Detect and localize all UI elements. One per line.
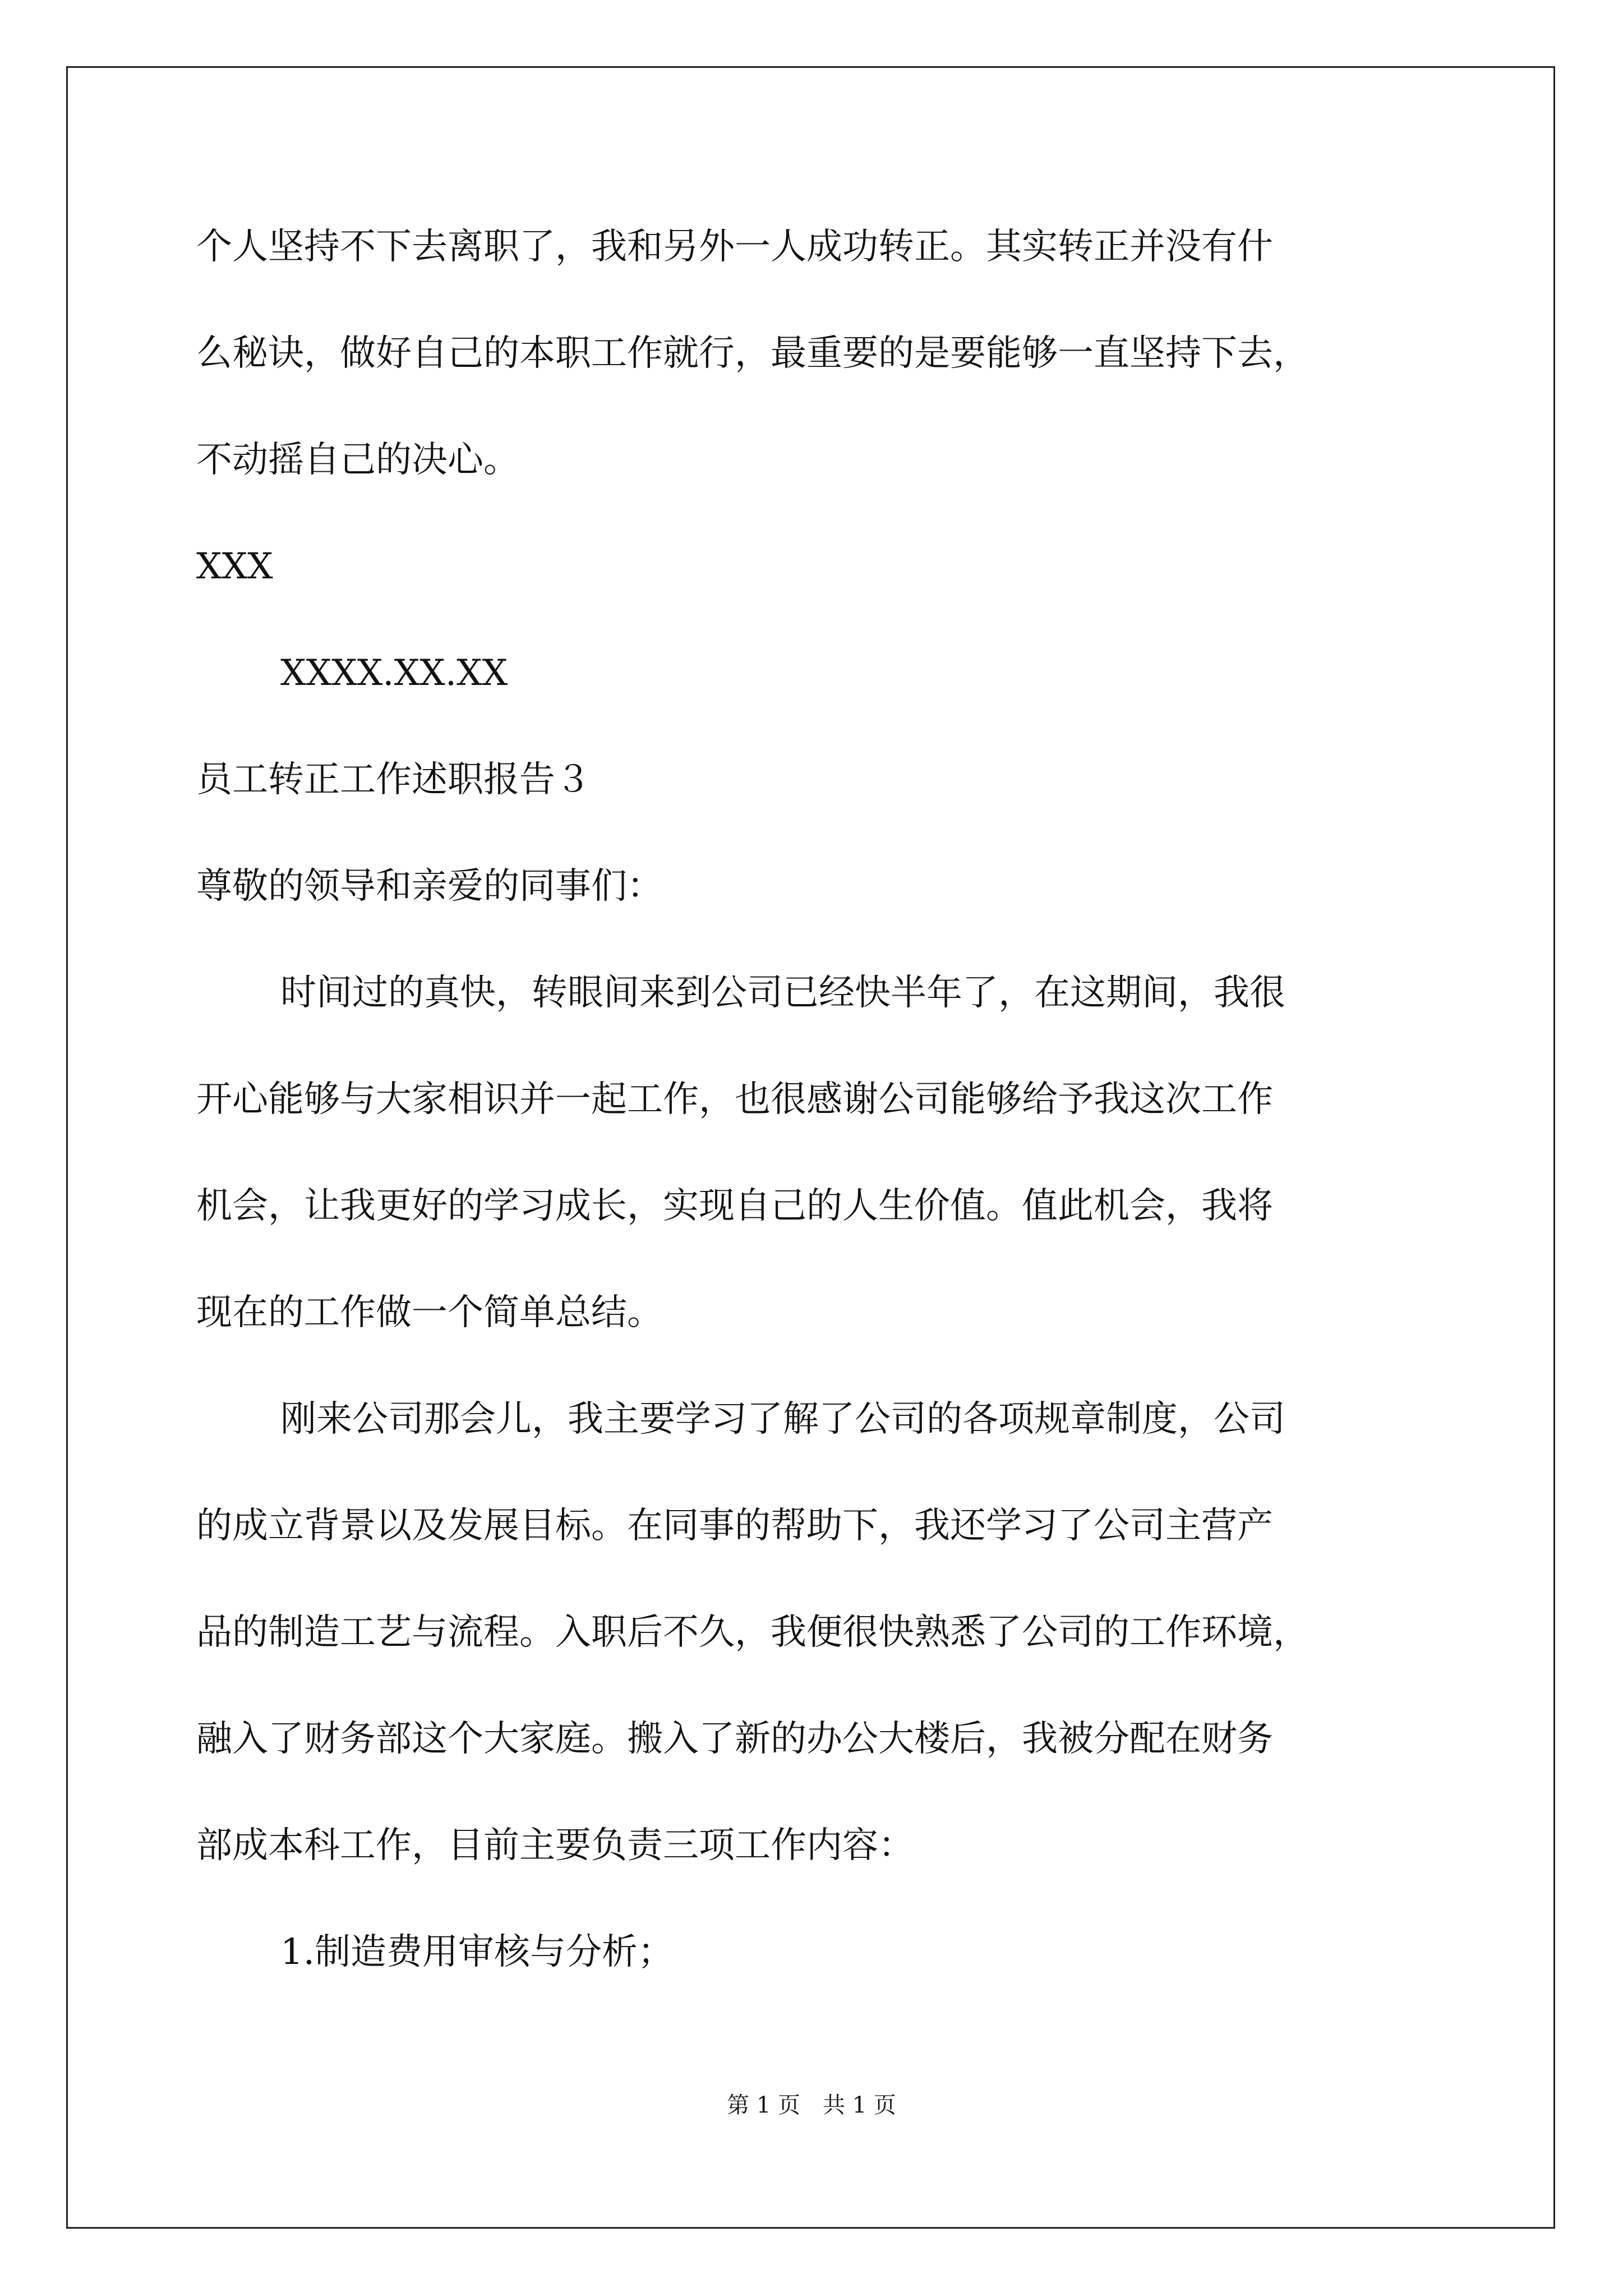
page-border [66, 66, 1555, 2229]
text-line-10: 机会，让我更好的学习成长，实现自己的人生价值。值此机会，我将 [196, 1185, 1273, 1227]
page-footer: 第 1 页 共 1 页 [727, 2092, 896, 2118]
text-line-11: 现在的工作做一个简单总结。 [196, 1292, 663, 1333]
text-line-14: 品的制造工艺与流程。入职后不久，我便很快熟悉了公司的工作环境， [196, 1612, 1309, 1653]
text-line-16: 部成本科工作，目前主要负责三项工作内容： [196, 1825, 914, 1866]
text-line-2: 么秘诀，做好自己的本职工作就行，最重要的是要能够一直坚持下去， [196, 333, 1309, 374]
text-line-1: 个人坚持不下去离职了，我和另外一人成功转正。其实转正并没有什 [196, 226, 1273, 268]
list-item-1: 1.制造费用审核与分析； [280, 1931, 674, 1973]
text-line-8: 时间过的真快，转眼间来到公司已经快半年了，在这期间，我很 [280, 972, 1285, 1014]
text-line-15: 融入了财务部这个大家庭。搬入了新的办公大楼后，我被分配在财务 [196, 1718, 1273, 1760]
text-line-9: 开心能够与大家相识并一起工作，也很感谢公司能够给予我这次工作 [196, 1079, 1273, 1120]
text-line-13: 的成立背景以及发展目标。在同事的帮助下，我还学习了公司主营产 [196, 1505, 1273, 1547]
signature-name: XXX [196, 546, 273, 587]
signature-date: XXXX.XX.XX [280, 652, 508, 694]
section-heading: 员工转正工作述职报告３ [196, 759, 591, 800]
salutation: 尊敬的领导和亲爱的同事们： [196, 866, 663, 907]
text-line-3: 不动摇自己的决心。 [196, 439, 519, 481]
text-line-12: 刚来公司那会儿，我主要学习了解了公司的各项规章制度，公司 [280, 1398, 1285, 1440]
